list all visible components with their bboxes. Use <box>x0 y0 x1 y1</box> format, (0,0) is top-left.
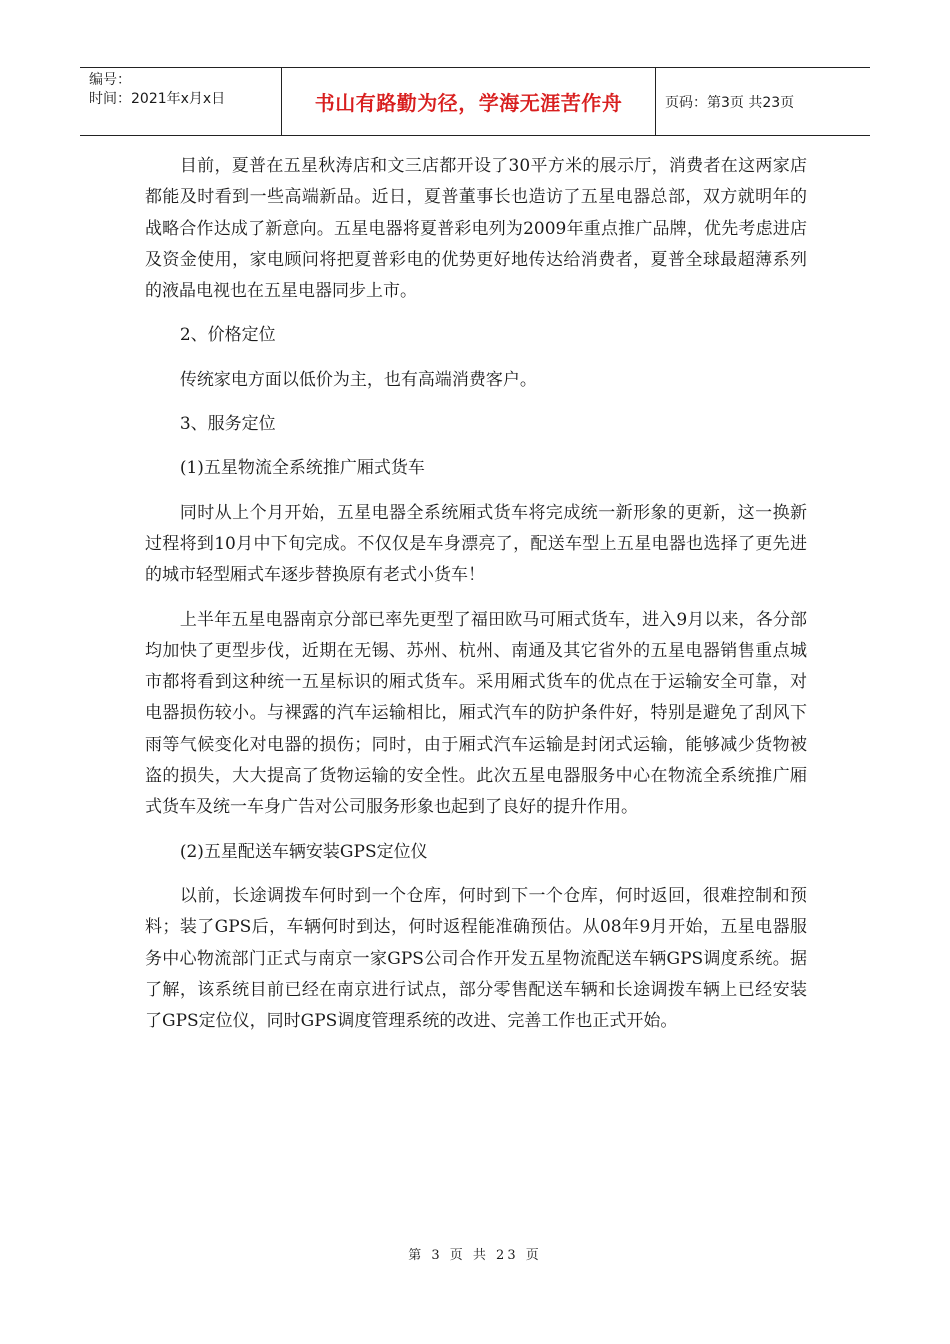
paragraph-sharp-showroom: 目前，夏普在五星秋涛店和文三店都开设了30平方米的展示厅，消费者在这两家店都能及时看到一些高端新品。近日，夏普董事长也造访了五星电器总部，双方就明年的战略合作达成了新意向。五星电器将夏普彩电列为2009年重点推广品牌，优先考虑进店及资金使用，家电顾问将把夏普彩电的优势更好地传达给消费者，夏普全球最超薄系列的液晶电视也在五星电器同步上市。 <box>145 156 807 302</box>
document-time-label: 时间：2021年x月x日 <box>89 91 226 107</box>
paragraph-truck-advantages: 上半年五星电器南京分部已率先更型了福田欧马可厢式货车，进入9月以来，各分部均加快了更型步伐，近期在无锡、苏州、杭州、南通及其它省外的五星电器销售重点城市都将看到这种统一五星标识的厢式货车。采用厢式货车的优点在于运输安全可靠，对电器损伤较小。与裸露的汽车运输相比，厢式汽车的防护条件好，特别是避免了刮风下雨等气候变化对电器的损伤；同时，由于厢式汽车运输是封闭式运输，能够减少货物被盗的损失，大大提高了货物运输的安全性。此次五星电器服务中心在物流全系统推广厢式货车及统一车身广告对公司服务形象也起到了良好的提升作用。 <box>145 609 807 818</box>
header-page-info: 页码：第3页 共23页 <box>665 94 795 111</box>
header-meta-cell <box>80 68 282 135</box>
subheading-gps: (2)五星配送车辆安装GPS定位仪 <box>179 841 428 862</box>
header-motto: 书山有路勤为径，学海无涯苦作舟 <box>282 68 656 135</box>
page-header <box>80 67 870 136</box>
paragraph-gps-system: 以前，长途调拨车何时到一个仓库，何时到下一个仓库，何时返回，很难控制和预料；装了GPS后，车辆何时到达，何时返程能准确预估。从08年9月开始，五星电器服务中心物流部门正式与南京一家GPS公司合作开发五星物流配送车辆GPS调度系统。据了解，该系统目前已经在南京进行试点，部分零售配送车辆和长途调拨车辆上已经安装了GPS定位仪，同时GPS调度管理系统的改进、完善工作也正式开始。 <box>145 885 807 1032</box>
document-body <box>145 151 807 1050</box>
page-footer: 第 3 页 共 23 页 <box>408 1248 542 1263</box>
paragraph-price: 传统家电方面以低价为主，也有高端消费客户。 <box>179 369 537 390</box>
paragraph-truck-renewal: 同时从上个月开始，五星电器全系统厢式货车将完成统一新形象的更新，这一换新过程将到10月中下旬完成。不仅仅是车身漂亮了，配送车型上五星电器也选择了更先进的城市轻型厢式车逐步替换原有老式小货车！ <box>145 502 807 586</box>
document-number-label: 编号： <box>89 72 131 88</box>
heading-service-positioning: 3、服务定位 <box>179 414 276 435</box>
subheading-box-trucks: (1)五星物流全系统推广厢式货车 <box>179 458 425 479</box>
heading-price-positioning: 2、价格定位 <box>179 325 276 346</box>
